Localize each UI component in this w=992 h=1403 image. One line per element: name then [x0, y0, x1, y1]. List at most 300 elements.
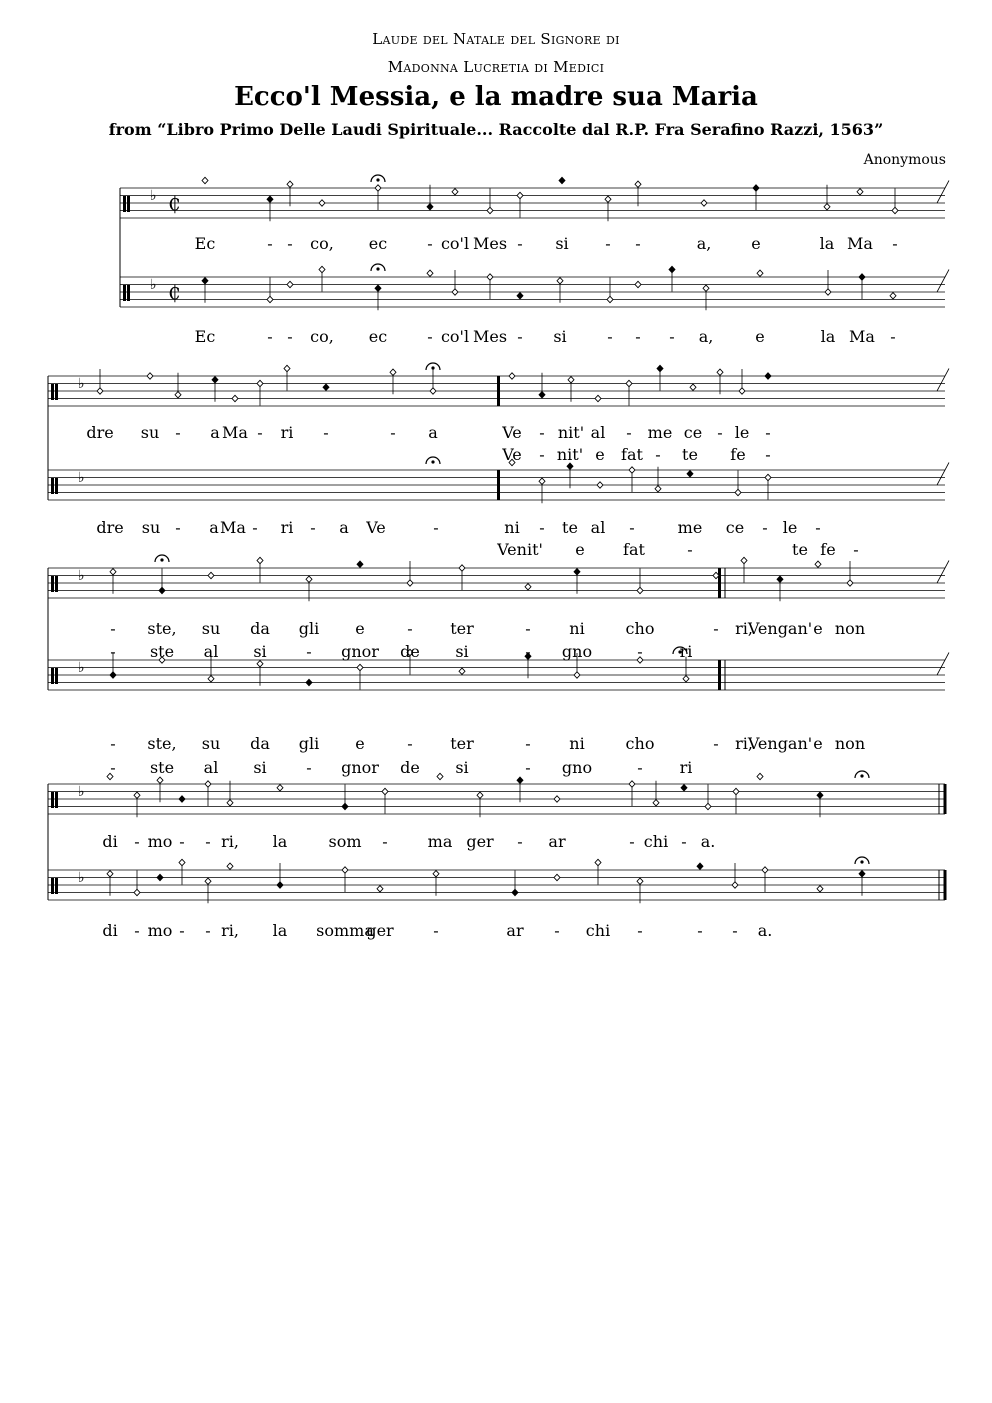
note-icon — [179, 859, 185, 865]
note-icon — [107, 871, 113, 877]
lyric-syllable: - — [407, 734, 413, 753]
lyric-syllable: co'l — [440, 327, 470, 346]
lyric-syllable: e — [355, 619, 365, 638]
lyric-syllable: ce — [725, 518, 745, 537]
dedication-line-2: Madonna Lucretia di Medici — [387, 58, 605, 76]
note-icon — [568, 377, 574, 383]
lyric-syllable: - — [134, 832, 140, 851]
lyric-syllable: e — [355, 734, 365, 753]
lyric-syllable: ar — [548, 832, 566, 851]
lyric-syllable: - — [267, 234, 273, 253]
lyric-syllable: - — [626, 423, 632, 442]
note-icon — [306, 679, 312, 685]
note-icon — [517, 192, 523, 198]
note-icon — [452, 189, 458, 195]
custos-icon — [937, 463, 949, 486]
lyric-syllable: - — [815, 518, 821, 537]
clef-icon — [51, 668, 54, 684]
note-icon — [284, 365, 290, 371]
note-icon — [595, 395, 601, 401]
composer: Anonymous — [863, 152, 946, 168]
lyric-syllable: - — [517, 234, 523, 253]
lyric-syllable: si — [455, 758, 469, 777]
lyric-syllable: - — [382, 832, 388, 851]
note-icon — [517, 777, 523, 783]
lyric-syllable: ma — [427, 832, 453, 851]
lyric-syllable: - — [605, 234, 611, 253]
note-icon — [605, 196, 611, 202]
lyric-syllable: ri — [280, 518, 294, 537]
lyric-syllable: - — [697, 921, 703, 940]
note-icon — [892, 207, 898, 213]
lyric-syllable: la — [272, 832, 288, 851]
lyric-syllable: gno — [561, 758, 593, 777]
note-icon — [382, 788, 388, 794]
note-icon — [703, 285, 709, 291]
lyric-syllable: mo — [147, 832, 173, 851]
note-icon — [157, 874, 163, 880]
clef-icon — [51, 878, 54, 894]
lyric-syllable: - — [525, 758, 531, 777]
note-icon — [487, 207, 493, 213]
note-icon — [175, 392, 181, 398]
lyric-syllable: - — [853, 540, 859, 559]
lyric-syllable: - — [287, 327, 293, 346]
lyric-syllable: de — [400, 758, 420, 777]
lyric-syllable: Mes — [472, 234, 508, 253]
custos-icon — [937, 369, 949, 392]
lyric-syllable: la — [819, 234, 835, 253]
note-icon — [815, 561, 821, 567]
lyric-syllable: - — [525, 619, 531, 638]
note-icon — [705, 803, 711, 809]
lyric-syllable: a. — [757, 921, 773, 940]
note-icon — [257, 661, 263, 667]
lyric-syllable: e — [595, 445, 605, 464]
note-icon — [637, 587, 643, 593]
lyric-syllable: - — [539, 518, 545, 537]
note-icon — [557, 278, 563, 284]
lyric-syllable: - — [732, 921, 738, 940]
lyric-syllable: - — [629, 832, 635, 851]
lyric-syllable: - — [433, 518, 439, 537]
note-icon — [753, 185, 759, 191]
note-icon — [637, 878, 643, 884]
lyric-syllable: - — [669, 327, 675, 346]
note-icon — [567, 463, 573, 469]
note-icon — [430, 388, 436, 394]
lyric-syllable: - — [637, 758, 643, 777]
lyric-syllable: nit' — [556, 445, 584, 464]
lyric-syllable: Ma — [847, 234, 873, 253]
lyric-syllable: - — [525, 642, 531, 661]
lyric-syllable: al — [590, 518, 606, 537]
lyric-syllable: a — [210, 423, 220, 442]
note-icon — [657, 365, 663, 371]
piece-subtitle: from “Libro Primo Delle Laudi Spirituale... Raccolte dal R.P. Fra Serafino Razzi, 1563” — [108, 120, 884, 139]
note-icon — [319, 200, 325, 206]
lyric-syllable: - — [110, 642, 116, 661]
note-icon — [539, 392, 545, 398]
lyric-syllable: ri, — [221, 921, 239, 940]
note-icon — [487, 274, 493, 280]
lyric-syllable: - — [287, 234, 293, 253]
note-icon — [890, 293, 896, 299]
lyric-syllable: Vengan' — [747, 619, 813, 638]
lyric-syllable: ger — [466, 832, 494, 851]
lyric-syllable: su — [201, 619, 221, 638]
lyric-syllable: su — [201, 734, 221, 753]
note-icon — [375, 185, 381, 191]
repeat-barline — [718, 568, 721, 598]
note-icon — [595, 859, 601, 865]
clef-icon — [55, 878, 58, 894]
note-icon — [390, 369, 396, 375]
lyric-syllable: - — [717, 423, 723, 442]
lyric-syllable: - — [765, 445, 771, 464]
lyric-syllable: - — [257, 423, 263, 442]
lyric-syllable: si — [253, 642, 267, 661]
lyric-syllable: ni — [569, 734, 585, 753]
lyric-syllable: co'l — [440, 234, 470, 253]
lyric-syllable: ri — [679, 758, 693, 777]
lyric-syllable: - — [134, 921, 140, 940]
lyric-syllable: - — [427, 327, 433, 346]
lyric-syllable: Ve — [366, 518, 386, 537]
note-icon — [554, 796, 560, 802]
fermata-icon — [431, 460, 434, 463]
note-icon — [267, 196, 273, 202]
note-icon — [319, 266, 325, 272]
fermata-icon — [160, 558, 163, 561]
lyric-syllable: - — [554, 921, 560, 940]
lyric-syllable: ri, — [735, 734, 753, 753]
lyric-syllable: fe — [820, 540, 836, 559]
note-icon — [574, 672, 580, 678]
note-icon — [205, 781, 211, 787]
lyric-syllable: Venit' — [497, 540, 543, 559]
note-icon — [202, 177, 208, 183]
flat-icon: ♭ — [78, 470, 85, 486]
note-icon — [525, 584, 531, 590]
clef-icon — [55, 478, 58, 494]
custos-icon — [937, 653, 949, 676]
lyric-syllable: a. — [700, 832, 716, 851]
lyric-syllable: te — [562, 518, 578, 537]
lyric-syllable: Vengan' — [747, 734, 813, 753]
lyric-syllable: ri — [679, 642, 693, 661]
note-icon — [735, 489, 741, 495]
note-icon — [342, 803, 348, 809]
lyric-syllable: da — [250, 619, 270, 638]
lyric-syllable: a — [209, 518, 219, 537]
lyric-syllable: si — [553, 327, 567, 346]
lyric-syllable: ger — [366, 921, 394, 940]
lyric-syllable: - — [539, 423, 545, 442]
meter-icon: ₵ — [168, 191, 181, 215]
lyric-syllable: a, — [696, 234, 712, 253]
lyric-syllable: ni — [504, 518, 520, 537]
lyric-syllable: su — [140, 423, 160, 442]
note-icon — [427, 270, 433, 276]
note-icon — [159, 587, 165, 593]
clef-icon — [55, 668, 58, 684]
lyric-syllable: - — [607, 327, 613, 346]
lyric-syllable: - — [655, 445, 661, 464]
lyric-syllable: e — [575, 540, 585, 559]
note-icon — [681, 785, 687, 791]
lyric-syllable: - — [110, 734, 116, 753]
lyric-syllable: - — [517, 327, 523, 346]
custos-icon — [937, 270, 949, 293]
clef-icon — [51, 384, 54, 400]
lyric-syllable: e — [813, 734, 823, 753]
section-barline — [497, 376, 500, 406]
lyric-syllable: ter — [450, 734, 474, 753]
note-icon — [655, 486, 661, 492]
note-icon — [717, 369, 723, 375]
note-icon — [554, 874, 560, 880]
note-icon — [629, 781, 635, 787]
note-icon — [452, 289, 458, 295]
note-icon — [110, 569, 116, 575]
lyric-syllable: al — [203, 758, 219, 777]
lyric-syllable: ste, — [147, 734, 177, 753]
note-icon — [825, 289, 831, 295]
lyric-syllable: e — [813, 619, 823, 638]
note-icon — [212, 377, 218, 383]
note-icon — [287, 181, 293, 187]
custos-icon — [937, 561, 949, 584]
note-icon — [407, 580, 413, 586]
clef-icon — [127, 285, 130, 301]
note-icon — [757, 773, 763, 779]
note-icon — [635, 181, 641, 187]
note-icon — [437, 773, 443, 779]
note-icon — [574, 569, 580, 575]
note-icon — [859, 871, 865, 877]
lyric-syllable: chi — [643, 832, 669, 851]
flat-icon: ♭ — [78, 568, 85, 584]
note-icon — [597, 482, 603, 488]
note-icon — [859, 274, 865, 280]
note-icon — [459, 565, 465, 571]
lyric-syllable: fat — [623, 540, 645, 559]
lyric-syllable: si — [555, 234, 569, 253]
note-icon — [257, 380, 263, 386]
clef-icon — [55, 576, 58, 592]
meter-icon: ₵ — [168, 280, 181, 304]
note-icon — [477, 792, 483, 798]
lyric-syllable: nit' — [557, 423, 585, 442]
note-icon — [559, 177, 565, 183]
lyric-syllable: ni — [569, 619, 585, 638]
lyric-syllable: le — [734, 423, 750, 442]
lyric-syllable: Ma — [222, 423, 248, 442]
lyric-syllable: al — [590, 423, 606, 442]
note-icon — [765, 373, 771, 379]
lyric-syllable: Ec — [194, 327, 216, 346]
lyric-syllable: - — [713, 619, 719, 638]
note-icon — [232, 395, 238, 401]
lyric-syllable: - — [433, 921, 439, 940]
lyric-syllable: gno — [561, 642, 593, 661]
lyric-syllable: gli — [298, 734, 320, 753]
lyric-syllable: - — [310, 518, 316, 537]
lyric-syllable: - — [110, 619, 116, 638]
note-icon — [357, 664, 363, 670]
lyric-syllable: - — [765, 423, 771, 442]
note-icon — [687, 471, 693, 477]
lyric-syllable: gnor — [341, 758, 379, 777]
note-icon — [817, 886, 823, 892]
clef-icon — [55, 384, 58, 400]
lyric-syllable: dre — [96, 518, 124, 537]
lyric-syllable: - — [390, 423, 396, 442]
lyric-syllable: ec — [368, 234, 388, 253]
lyric-syllable: - — [175, 423, 181, 442]
lyric-syllable: te — [792, 540, 808, 559]
clef-icon — [55, 792, 58, 808]
note-icon — [857, 189, 863, 195]
clef-icon — [123, 285, 126, 301]
note-icon — [517, 293, 523, 299]
fermata-icon — [376, 178, 379, 181]
note-icon — [765, 474, 771, 480]
repeat-barline — [718, 660, 721, 690]
lyric-syllable: - — [323, 423, 329, 442]
note-icon — [147, 373, 153, 379]
lyric-syllable: - — [427, 234, 433, 253]
lyric-syllable: - — [637, 642, 643, 661]
lyric-syllable: - — [179, 832, 185, 851]
note-icon — [227, 800, 233, 806]
lyric-syllable: ri, — [735, 619, 753, 638]
lyric-syllable: non — [834, 619, 866, 638]
note-icon — [208, 676, 214, 682]
note-icon — [653, 800, 659, 806]
lyric-syllable: a — [339, 518, 349, 537]
lyric-syllable: Mes — [472, 327, 508, 346]
lyric-syllable: ri, — [221, 832, 239, 851]
lyric-syllable: - — [713, 734, 719, 753]
lyric-syllable: da — [250, 734, 270, 753]
lyric-syllable: chi — [585, 921, 611, 940]
lyric-syllable: somma — [316, 921, 374, 940]
note-icon — [690, 384, 696, 390]
note-icon — [459, 668, 465, 674]
lyric-syllable: - — [306, 642, 312, 661]
lyric-syllable: Ec — [194, 234, 216, 253]
note-icon — [323, 384, 329, 390]
lyric-syllable: - — [179, 921, 185, 940]
lyric-syllable: - — [110, 758, 116, 777]
clef-icon — [51, 576, 54, 592]
lyric-syllable: ste — [149, 758, 175, 777]
note-icon — [134, 792, 140, 798]
section-barline — [497, 470, 500, 500]
note-icon — [739, 388, 745, 394]
lyric-syllable: ter — [450, 619, 474, 638]
lyric-syllable: ec — [368, 327, 388, 346]
note-icon — [762, 867, 768, 873]
note-icon — [817, 792, 823, 798]
note-icon — [697, 863, 703, 869]
lyric-syllable: - — [252, 518, 258, 537]
lyric-syllable: - — [890, 327, 896, 346]
lyric-syllable: e — [751, 234, 761, 253]
clef-icon — [123, 196, 126, 212]
note-icon — [134, 889, 140, 895]
custos-icon — [937, 181, 949, 204]
lyric-syllable: Ve — [502, 423, 522, 442]
note-icon — [377, 886, 383, 892]
lyric-syllable: - — [681, 832, 687, 851]
flat-icon: ♭ — [78, 870, 85, 886]
note-icon — [205, 878, 211, 884]
note-icon — [342, 867, 348, 873]
lyric-syllable: su — [141, 518, 161, 537]
note-icon — [110, 672, 116, 678]
note-icon — [157, 777, 163, 783]
note-icon — [257, 557, 263, 563]
lyric-syllable: e — [755, 327, 765, 346]
clef-icon — [51, 792, 54, 808]
lyric-syllable: cho — [625, 619, 655, 638]
note-icon — [287, 281, 293, 287]
lyric-syllable: la — [820, 327, 836, 346]
note-icon — [267, 296, 273, 302]
lyric-syllable: me — [647, 423, 673, 442]
clef-icon — [51, 478, 54, 494]
lyric-syllable: a, — [698, 327, 714, 346]
note-icon — [847, 580, 853, 586]
lyric-syllable: mo — [147, 921, 173, 940]
lyric-syllable: - — [539, 445, 545, 464]
lyric-syllable: - — [205, 832, 211, 851]
lyric-syllable: ce — [683, 423, 703, 442]
lyric-syllable: - — [629, 518, 635, 537]
lyric-syllable: - — [407, 619, 413, 638]
lyric-syllable: ar — [506, 921, 524, 940]
note-icon — [375, 285, 381, 291]
lyric-syllable: Ma — [849, 327, 875, 346]
lyric-syllable: - — [687, 540, 693, 559]
lyric-syllable: co, — [310, 327, 334, 346]
lyric-syllable: a — [428, 423, 438, 442]
lyric-syllable: non — [834, 734, 866, 753]
lyric-syllable: me — [677, 518, 703, 537]
note-icon — [509, 373, 515, 379]
lyric-syllable: - — [635, 327, 641, 346]
note-icon — [757, 270, 763, 276]
note-icon — [626, 380, 632, 386]
lyric-syllable: al — [203, 642, 219, 661]
lyric-syllable: te — [682, 445, 698, 464]
note-icon — [208, 572, 214, 578]
lyric-syllable: si — [455, 642, 469, 661]
fermata-icon — [376, 267, 379, 270]
piece-title: Ecco'l Messia, e la madre sua Maria — [234, 82, 758, 112]
lyric-syllable: - — [205, 921, 211, 940]
note-icon — [629, 467, 635, 473]
clef-icon — [127, 196, 130, 212]
note-icon — [741, 557, 747, 563]
lyric-syllable: de — [400, 642, 420, 661]
lyric-syllable: - — [762, 518, 768, 537]
lyric-syllable: gli — [298, 619, 320, 638]
note-icon — [427, 204, 433, 210]
